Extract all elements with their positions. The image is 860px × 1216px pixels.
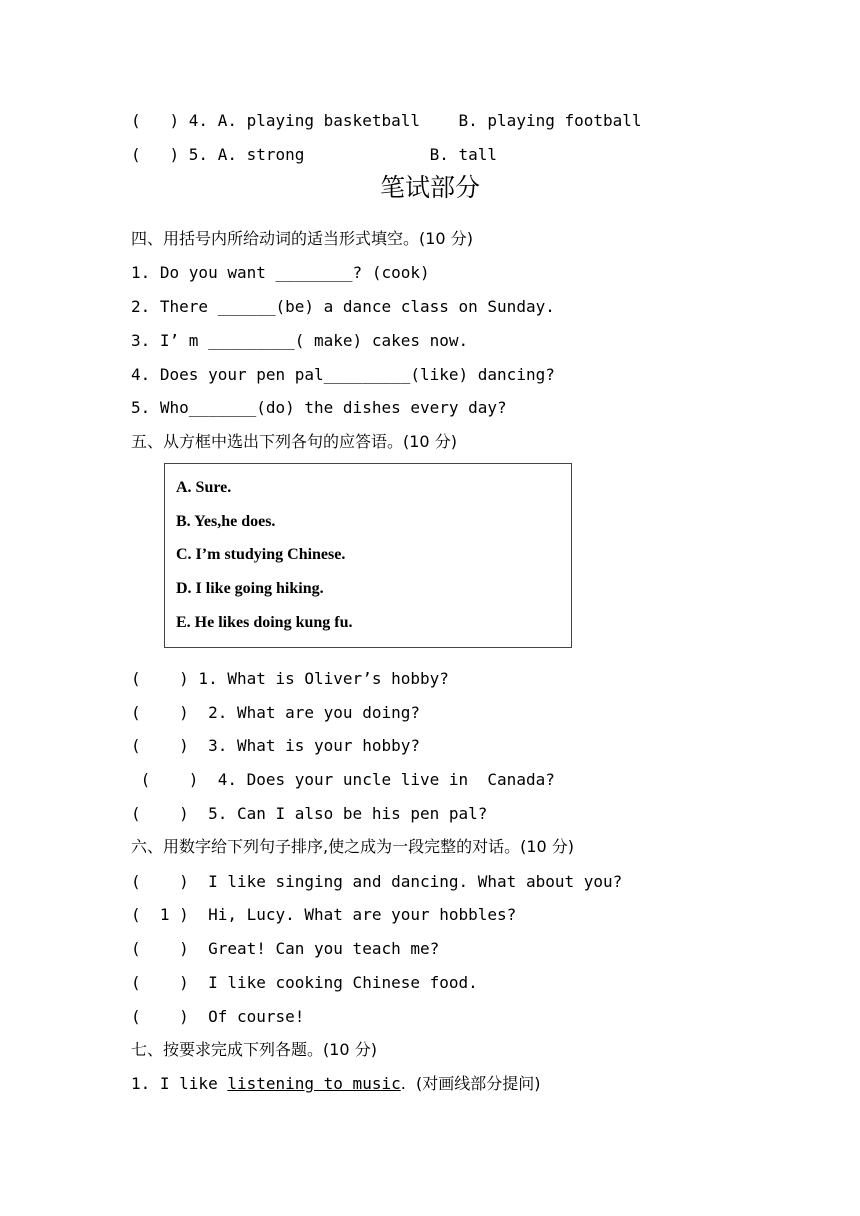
section4-heading: 四、用括号内所给动词的适当形式填空。(10 分) (131, 229, 473, 248)
section6-item-4: ( ) I like cooking Chinese food. (131, 973, 478, 992)
section4-item-1: 1. Do you want ________? (cook) (131, 263, 430, 282)
section7-heading: 七、按要求完成下列各题。(10 分) (131, 1040, 377, 1059)
answer-option-b: B. Yes,he does. (176, 513, 276, 530)
section5-item-4: ( ) 4. Does your uncle live in Canada? (131, 770, 555, 789)
section5-item-2: ( ) 2. What are you doing? (131, 703, 420, 722)
section5-item-5: ( ) 5. Can I also be his pen pal? (131, 804, 488, 823)
section6-item-5: ( ) Of course! (131, 1007, 305, 1026)
answer-option-e: E. He likes doing kung fu. (176, 614, 353, 631)
underlined-phrase: listening to music (227, 1074, 401, 1093)
answer-options-box (164, 463, 572, 648)
section5-item-3: ( ) 3. What is your hobby? (131, 736, 420, 755)
answer-option-d: D. I like going hiking. (176, 580, 324, 597)
section4-item-2: 2. There ______(be) a dance class on Sunday. (131, 297, 555, 316)
section6-item-1: ( ) I like singing and dancing. What about you? (131, 872, 623, 891)
section4-item-5: 5. Who_______(do) the dishes every day? (131, 398, 507, 417)
answer-option-a: A. Sure. (176, 479, 232, 496)
section4-item-3: 3. I’ m _________( make) cakes now. (131, 331, 469, 350)
answer-option-c: C. I’m studying Chinese. (176, 546, 346, 563)
section5-heading: 五、从方框中选出下列各句的应答语。(10 分) (131, 432, 457, 451)
section4-item-4: 4. Does your pen pal_________(like) dancing? (131, 365, 555, 384)
section7-item-1-suffix: . (对画线部分提问) (400, 1074, 541, 1093)
section7-item-1-prefix: 1. I like (131, 1074, 228, 1093)
written-part-title: 笔试部分 (379, 173, 480, 202)
section6-heading: 六、用数字给下列句子排序,使之成为一段完整的对话。(10 分) (131, 837, 575, 856)
section6-item-3: ( ) Great! Can you teach me? (131, 939, 440, 958)
section5-item-1: ( ) 1. What is Oliver’s hobby? (131, 669, 449, 688)
section7-item-1 (131, 1074, 540, 1094)
listening-item-4: ( ) 4. A. playing basketball B. playing football (131, 111, 642, 130)
listening-item-5: ( ) 5. A. strong B. tall (131, 145, 498, 164)
section6-item-2: ( 1 ) Hi, Lucy. What are your hobbles? (131, 905, 517, 924)
